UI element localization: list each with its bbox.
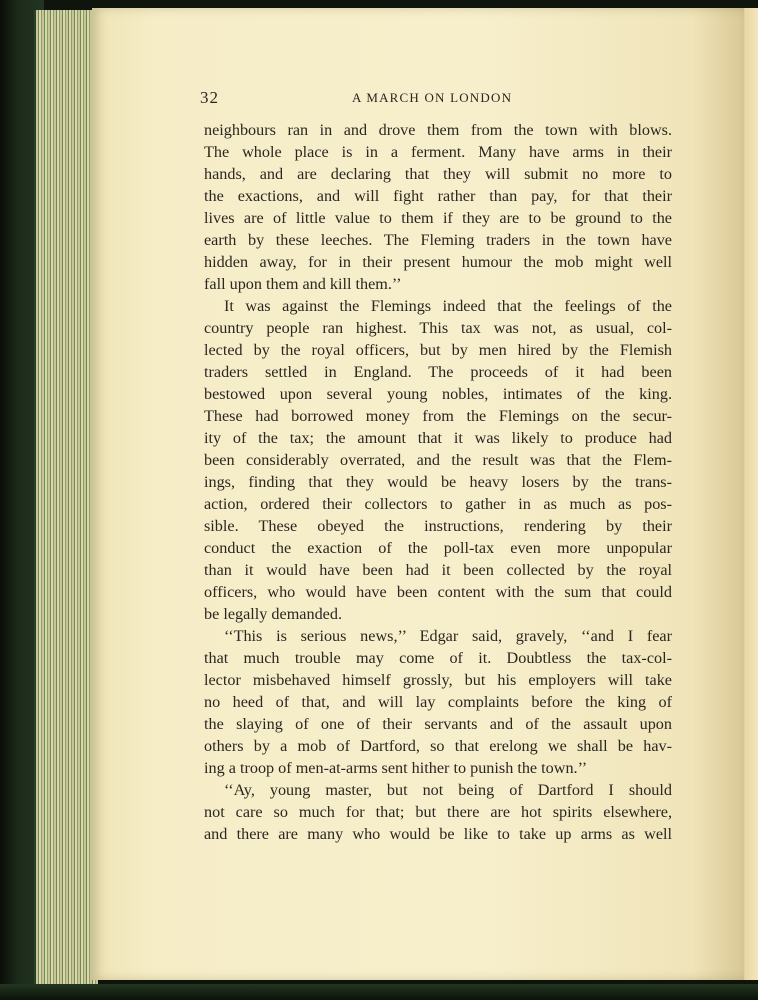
text-line: country people ran highest. This tax was not, as usual, col- [204, 319, 672, 337]
text-line: traders settled in England. The proceeds of it had been [204, 363, 672, 381]
text-line: than it would have been had it been collected by the royal [204, 561, 672, 579]
text-line: no heed of that, and will lay complaints before the king of [204, 693, 672, 711]
text-line: The whole place is in a ferment. Many have arms in their [204, 143, 672, 161]
text-line: bestowed upon several young nobles, intimates of the king. [204, 385, 672, 403]
text-line: hidden away, for in their present humour the mob might well [204, 253, 672, 271]
text-line: hands, and are declaring that they will submit no more to [204, 165, 672, 183]
text-line: It was against the Flemings indeed that the feelings of the [224, 297, 672, 315]
text-line: neighbours ran in and drove them from the town with blows. [204, 121, 672, 139]
text-line: sible. These obeyed the instructions, rendering by their [204, 517, 672, 535]
text-line: been considerably overrated, and the result was that the Flem- [204, 451, 672, 469]
text-line: conduct the exaction of the poll-tax even more unpopular [204, 539, 672, 557]
text-line: ‘‘This is serious news,’’ Edgar said, gravely, ‘‘and I fear [224, 627, 672, 645]
text-line: lected by the royal officers, but by men hired by the Flemish [204, 341, 672, 359]
text-line: ings, finding that they would be heavy losers by the trans- [204, 473, 672, 491]
text-line: These had borrowed money from the Flemings on the secur- [204, 407, 672, 425]
text-line: that much trouble may come of it. Doubtless the tax-col- [204, 649, 672, 667]
text-line: others by a mob of Dartford, so that erelong we shall be hav- [204, 737, 672, 755]
text-line: earth by these leeches. The Fleming traders in the town have [204, 231, 672, 249]
text-line: ing a troop of men-at-arms sent hither to punish the town.’’ [204, 759, 588, 777]
running-title: A MARCH ON LONDON [352, 90, 513, 105]
running-head [200, 88, 670, 110]
text-line: lector misbehaved himself grossly, but his employers will take [204, 671, 672, 689]
text-line: officers, who would have been content with the sum that could [204, 583, 672, 601]
book-cover-bottom-edge [0, 984, 758, 1000]
text-line: the exactions, and will fight rather than pay, for that their [204, 187, 672, 205]
stacked-page-edges [34, 10, 98, 990]
page-number: 32 [200, 88, 219, 107]
text-line: the slaying of one of their servants and of the assault upon [204, 715, 672, 733]
text-line: ‘‘Ay, young master, but not being of Dartford I should [224, 781, 672, 799]
text-line: action, ordered their collectors to gather in as much as pos- [204, 495, 672, 513]
text-line: be legally demanded. [204, 605, 342, 623]
text-line: not care so much for that; but there are hot spirits elsewhere, [204, 803, 672, 821]
text-line: ity of the tax; the amount that it was likely to produce had [204, 429, 672, 447]
text-line: lives are of little value to them if they are to be ground to the [204, 209, 672, 227]
text-line: fall upon them and kill them.’’ [204, 275, 402, 293]
text-line: and there are many who would be like to take up arms as well [204, 825, 672, 843]
body-text [204, 119, 672, 845]
